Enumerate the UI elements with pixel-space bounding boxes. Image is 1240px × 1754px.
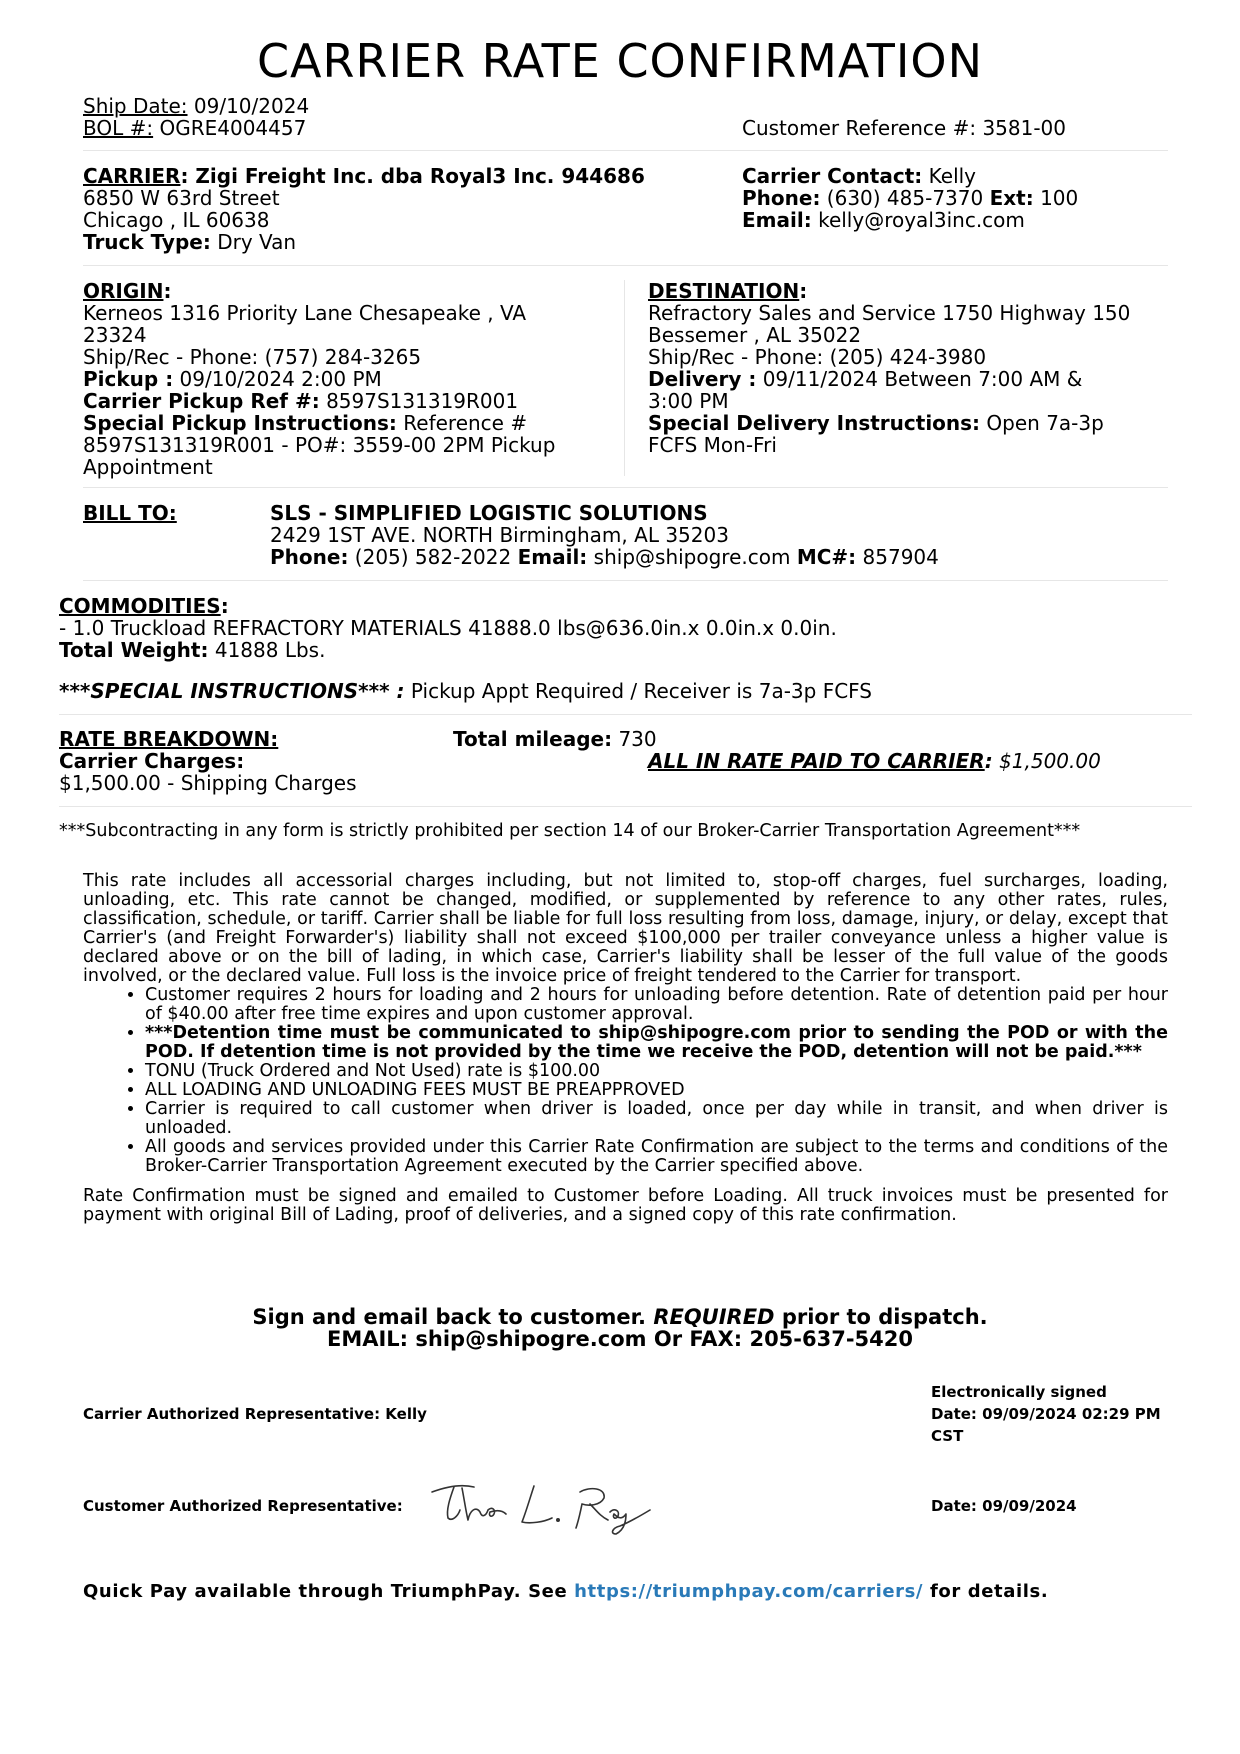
total-mileage bbox=[453, 728, 657, 750]
sign-notice-required: REQUIRED bbox=[653, 1305, 775, 1329]
divider bbox=[59, 714, 1192, 715]
origin-address-line1: Kerneos 1316 Priority Lane Chesapeake , VA bbox=[83, 301, 527, 325]
carrier-ext-label: Ext: bbox=[989, 186, 1034, 210]
ship-date-label: Ship Date: bbox=[83, 94, 188, 118]
customer-date: Date: 09/09/2024 bbox=[931, 1497, 1077, 1515]
quick-pay-text-b: for details. bbox=[929, 1581, 1049, 1602]
bill-to-phone-value: (205) 582-2022 bbox=[354, 545, 512, 569]
destination-address-line2: Bessemer , AL 35022 bbox=[648, 323, 862, 347]
bol-value: OGRE4004457 bbox=[159, 116, 307, 140]
sign-notice-email-fax: EMAIL: ship@shipogre.com Or FAX: 205-637-5420 bbox=[326, 1327, 914, 1351]
carrier-address-line2: Chicago , IL 60638 bbox=[83, 208, 270, 232]
commodities-label: COMMODITIES bbox=[59, 594, 221, 618]
carrier-email-value: kelly@royal3inc.com bbox=[818, 208, 1025, 232]
total-weight-label: Total Weight: bbox=[59, 638, 209, 662]
bill-to-phone-label: Phone: bbox=[270, 545, 349, 569]
divider bbox=[83, 487, 1168, 488]
all-in-rate-label: ALL IN RATE PAID TO CARRIER bbox=[648, 749, 985, 773]
all-in-rate-value: $1,500.00 bbox=[999, 749, 1101, 773]
carrier-ext-value: 100 bbox=[1040, 186, 1079, 210]
list-item: • ALL LOADING AND UNLOADING FEES MUST BE PREAPPROVED bbox=[145, 1081, 1168, 1100]
quick-pay-text-a: Quick Pay available through TriumphPay. See bbox=[83, 1581, 568, 1602]
sign-notice bbox=[0, 1306, 1240, 1350]
total-weight-value: 41888 Lbs. bbox=[214, 638, 326, 662]
destination-block: DESTINATION: Refractory Sales and Service 1750 Highway 150 Bessemer , AL 35022 Ship/Rec - Phone: (205) 424-3980 Delivery : 09/11/2024 Between 7:00 AM & 3:00 PM Special Delivery Instructions: Open 7a-3p FCFS Mon-Fri bbox=[648, 280, 1178, 456]
rate-breakdown-block bbox=[59, 728, 357, 794]
ship-date-row bbox=[83, 95, 309, 117]
customer-rep-label: Customer Authorized Representative: bbox=[83, 1497, 403, 1515]
carrier-phone-label: Phone: bbox=[742, 186, 821, 210]
legal-paragraph: This rate includes all accessorial charges including, but not limited to, stop-off charges, fuel surcharges, loading, unloading, etc. This rate cannot be changed, modified, or supplemented by reference to any other rates, rules, classification, schedule, or tariff. Carrier shall be liable for full loss resulting from loss, damage, injury, or delay, except that Carrier's (and Freight Forwarder's) liability shall not exceed $100,000 per trailer conveyance unless a higher value is declared above or on the bill of lading, in which case, Carrier's liability shall be lesser of the full value of the goods involved, or the declared value. Full loss is the invoice price of freight tendered to the Carrier for transport. bbox=[83, 871, 1168, 986]
legal-terms bbox=[83, 872, 1168, 1225]
delivery-label: Delivery : bbox=[648, 367, 757, 391]
bill-to-company: SLS - SIMPLIFIED LOGISTIC SOLUTIONS bbox=[270, 501, 708, 525]
divider bbox=[83, 265, 1168, 266]
page-title: CARRIER RATE CONFIRMATION bbox=[256, 34, 984, 88]
destination-address-line1: Refractory Sales and Service 1750 Highway 150 bbox=[648, 301, 1131, 325]
delivery-instructions-label: Special Delivery Instructions: bbox=[648, 411, 981, 435]
customer-signature bbox=[430, 1478, 660, 1538]
truck-type-value: Dry Van bbox=[217, 230, 297, 254]
pickup-value: 09/10/2024 2:00 PM bbox=[179, 367, 382, 391]
ship-date-value: 09/10/2024 bbox=[193, 94, 310, 118]
pickup-instructions-line2: 8597S131319R001 - PO#: 3559-00 2PM Pickup bbox=[83, 433, 556, 457]
column-divider bbox=[624, 280, 625, 476]
bill-to-email-label: Email: bbox=[517, 545, 588, 569]
bol-label: BOL #: bbox=[83, 116, 154, 140]
esign-line2: Date: 09/09/2024 02:29 PM bbox=[931, 1405, 1161, 1423]
pickup-instructions-line1: Reference # bbox=[403, 411, 528, 435]
origin-address-line2: 23324 bbox=[83, 323, 147, 347]
total-mileage-label: Total mileage: bbox=[453, 727, 613, 751]
bill-to-email-value: ship@shipogre.com bbox=[593, 545, 791, 569]
truck-type-label: Truck Type: bbox=[83, 230, 211, 254]
pickup-ref-label: Carrier Pickup Ref #: bbox=[83, 389, 320, 413]
list-item: • Carrier is required to call customer when driver is loaded, once per day while in transit, and when driver is unloaded. bbox=[145, 1100, 1168, 1138]
origin-phone: Ship/Rec - Phone: (757) 284-3265 bbox=[83, 345, 422, 369]
carrier-contact-value: Kelly bbox=[928, 164, 977, 188]
carrier-contact-block bbox=[742, 165, 1078, 231]
total-mileage-value: 730 bbox=[618, 727, 657, 751]
esign-line3: CST bbox=[931, 1427, 964, 1445]
sign-notice-text-a: Sign and email back to customer. bbox=[252, 1305, 646, 1329]
commodities-block: COMMODITIES: - 1.0 Truckload REFRACTORY MATERIALS 41888.0 lbs@636.0in.x 0.0in.x 0.0in. Total Weight: 41888 Lbs. bbox=[59, 594, 837, 662]
list-item: • Customer requires 2 hours for loading and 2 hours for unloading before detention. Rate of detention paid per hour of $40.00 after free time expires and upon customer approval. bbox=[145, 986, 1168, 1024]
carrier-charges-label: Carrier Charges: bbox=[59, 749, 245, 773]
bill-to-mc-label: MC#: bbox=[796, 545, 857, 569]
divider bbox=[59, 806, 1192, 807]
rate-breakdown-label: RATE BREAKDOWN: bbox=[59, 727, 279, 751]
all-in-rate: ALL IN RATE PAID TO CARRIER: $1,500.00 bbox=[648, 749, 1101, 773]
pickup-ref-value: 8597S131319R001 bbox=[326, 389, 519, 413]
quick-pay-notice bbox=[83, 1581, 1048, 1603]
legal-bullets bbox=[83, 986, 1168, 1176]
pickup-instructions-label: Special Pickup Instructions: bbox=[83, 411, 397, 435]
divider bbox=[83, 580, 1168, 581]
esign-line1: Electronically signed bbox=[931, 1383, 1107, 1401]
bol-row bbox=[83, 117, 306, 139]
special-instructions-text: Pickup Appt Required / Receiver is 7a-3p FCFS bbox=[410, 679, 873, 703]
legal-closing: Rate Confirmation must be signed and emailed to Customer before Loading. All truck invoices must be presented for payment with original Bill of Lading, proof of deliveries, and a signed copy of this rate confirmation. bbox=[83, 1186, 1168, 1225]
subcontract-notice: ***Subcontracting in any form is strictly prohibited per section 14 of our Broker-Carrier Transportation Agreement*** bbox=[59, 821, 1081, 841]
divider bbox=[83, 150, 1168, 151]
sign-notice-text-c: prior to dispatch. bbox=[781, 1305, 988, 1329]
list-item: • ***Detention time must be communicated to ship@shipogre.com prior to sending the POD or with the POD. If detention time is not provided by the time we receive the POD, detention will not be paid.*** bbox=[145, 1024, 1168, 1062]
electronic-signature bbox=[931, 1381, 1161, 1447]
triumphpay-link[interactable]: https://triumphpay.com/carriers/ bbox=[574, 1581, 924, 1602]
carrier-label: CARRIER bbox=[83, 164, 181, 188]
pickup-label: Pickup : bbox=[83, 367, 174, 391]
bill-to-label: BILL TO: bbox=[83, 501, 177, 525]
special-instructions-label: ***SPECIAL INSTRUCTIONS*** : bbox=[59, 679, 405, 703]
customer-reference bbox=[742, 117, 1066, 139]
carrier-name: : Zigi Freight Inc. dba Royal3 Inc. 944686 bbox=[180, 164, 645, 188]
list-item: • TONU (Truck Ordered and Not Used) rate is $100.00 bbox=[145, 1062, 1168, 1081]
destination-phone: Ship/Rec - Phone: (205) 424-3980 bbox=[648, 345, 987, 369]
carrier-email-label: Email: bbox=[742, 208, 812, 232]
delivery-line1: 09/11/2024 Between 7:00 AM & bbox=[762, 367, 1083, 391]
carrier-block bbox=[83, 165, 645, 253]
delivery-instructions-line2: FCFS Mon-Fri bbox=[648, 433, 777, 457]
commodity-line: - 1.0 Truckload REFRACTORY MATERIALS 41888.0 lbs@636.0in.x 0.0in.x 0.0in. bbox=[59, 616, 837, 640]
carrier-address-line1: 6850 W 63rd Street bbox=[83, 186, 280, 210]
bill-to-block bbox=[270, 502, 939, 568]
special-instructions bbox=[59, 680, 872, 702]
customer-reference-value: 3581-00 bbox=[982, 116, 1067, 140]
customer-reference-label: Customer Reference #: bbox=[742, 116, 977, 140]
destination-label: DESTINATION bbox=[648, 279, 800, 303]
list-item: • All goods and services provided under this Carrier Rate Confirmation are subject to the terms and conditions of the Broker-Carrier Transportation Agreement executed by the Carrier specified above. bbox=[145, 1138, 1168, 1176]
carrier-phone-value: (630) 485-7370 bbox=[826, 186, 984, 210]
carrier-contact-label: Carrier Contact: bbox=[742, 164, 923, 188]
delivery-instructions-line1: Open 7a-3p bbox=[986, 411, 1104, 435]
origin-block: ORIGIN: Kerneos 1316 Priority Lane Chesapeake , VA 23324 Ship/Rec - Phone: (757) 284-3265 Pickup : 09/10/2024 2:00 PM Carrier Pickup Ref #: 8597S131319R001 Special Pickup Instructions: Reference # 8597S131319R001 - PO#: 3559-00 2PM Pickup Appointment bbox=[83, 280, 623, 478]
bill-to-address: 2429 1ST AVE. NORTH Birmingham, AL 35203 bbox=[270, 523, 729, 547]
pickup-instructions-line3: Appointment bbox=[83, 455, 213, 479]
delivery-line2: 3:00 PM bbox=[648, 389, 729, 413]
charge-line: $1,500.00 - Shipping Charges bbox=[59, 771, 357, 795]
carrier-rep-label: Carrier Authorized Representative: Kelly bbox=[83, 1405, 427, 1423]
bill-to-mc-value: 857904 bbox=[862, 545, 939, 569]
origin-label: ORIGIN bbox=[83, 279, 164, 303]
